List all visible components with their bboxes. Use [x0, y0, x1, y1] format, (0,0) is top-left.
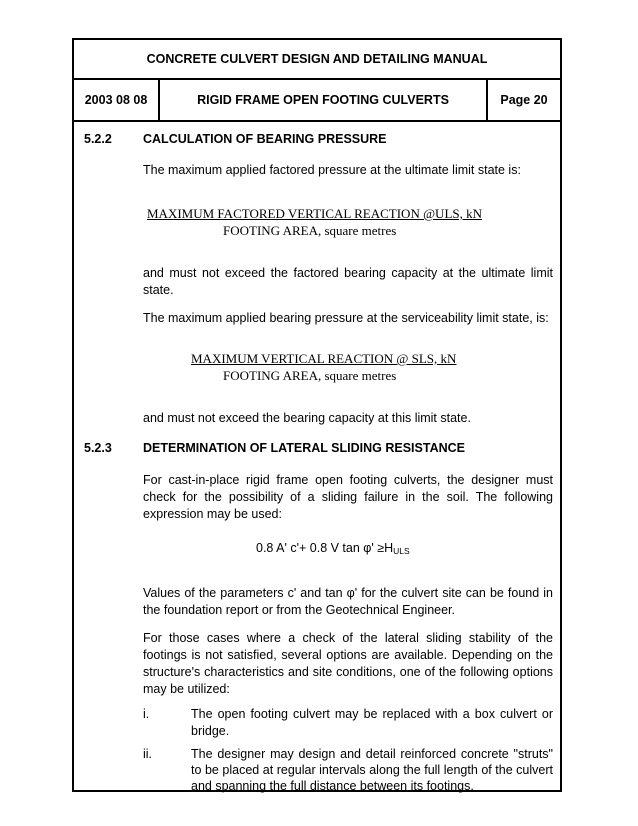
- manual-title: CONCRETE CULVERT DESIGN AND DETAILING MANUAL: [74, 40, 560, 80]
- formula-uls-denominator: FOOTING AREA, square metres: [223, 223, 397, 238]
- paragraph: The maximum applied bearing pressure at the serviceability limit state, is:: [143, 311, 549, 325]
- header-row: [74, 80, 560, 122]
- list-item: The designer may design and detail reinforced concrete "struts" to be placed at regular intervals along the full length of the culvert and spanning the full distance between its footings.: [191, 747, 553, 793]
- sliding-equation-subscript: ULS: [393, 546, 410, 556]
- formula-sls-numerator: MAXIMUM VERTICAL REACTION @ SLS, kN: [191, 351, 457, 366]
- list-item: The open footing culvert may be replaced with a box culvert or bridge.: [191, 707, 553, 738]
- section-number-5-2-3: 5.2.3: [84, 441, 112, 455]
- section-heading-sliding-resistance: DETERMINATION OF LATERAL SLIDING RESISTANCE: [143, 441, 465, 455]
- header-section-title: RIGID FRAME OPEN FOOTING CULVERTS: [160, 80, 488, 120]
- paragraph: Values of the parameters c' and tan φ' for the culvert site can be found in the foundation report or from the Geotechnical Engineer.: [143, 586, 553, 617]
- paragraph: The maximum applied factored pressure at the ultimate limit state is:: [143, 163, 521, 177]
- formula-sls-denominator: FOOTING AREA, square metres: [223, 368, 397, 383]
- sliding-equation: [256, 540, 410, 560]
- paragraph: For those cases where a check of the lateral sliding stability of the footings is not satisfied, several options are available. Depending on the structure's characteristics and site conditions, one of the following options may be utilized:: [143, 631, 553, 696]
- header-page-number: Page 20: [500, 93, 548, 107]
- list-item-marker: ii.: [143, 747, 153, 761]
- section-heading-bearing-pressure: CALCULATION OF BEARING PRESSURE: [143, 132, 387, 146]
- section-number-5-2-2: 5.2.2: [84, 132, 112, 146]
- paragraph: For cast-in-place rigid frame open footing culverts, the designer must check for the possibility of a sliding failure in the soil. The following expression may be used:: [143, 473, 553, 521]
- header-date: 2003 08 08: [74, 80, 160, 120]
- paragraph: and must not exceed the bearing capacity at this limit state.: [143, 411, 471, 425]
- sliding-equation-main: 0.8 A' c'+ 0.8 V tan φ' ≥H: [256, 541, 394, 555]
- paragraph: and must not exceed the factored bearing capacity at the ultimate limit state.: [143, 266, 553, 297]
- formula-uls-numerator: MAXIMUM FACTORED VERTICAL REACTION @ULS, kN: [147, 206, 482, 221]
- list-item-marker: i.: [143, 707, 150, 721]
